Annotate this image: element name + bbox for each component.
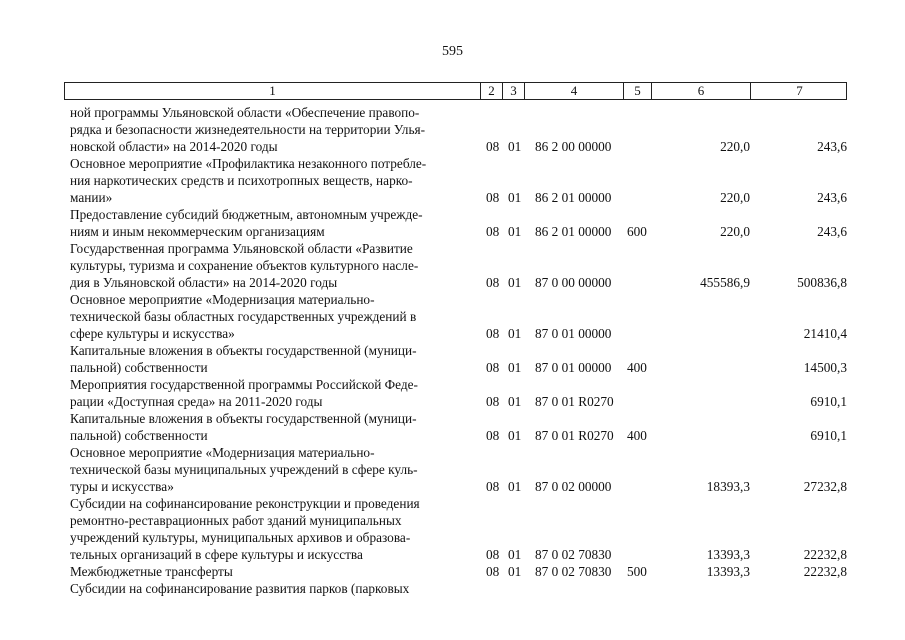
description-line: Субсидии на софинансирование развития парков (парковых — [70, 581, 410, 596]
cell-col-3: 01 — [508, 139, 522, 154]
cell-col-7: 243,6 — [817, 139, 847, 154]
header-col-6: 6 — [652, 83, 751, 99]
header-col-2: 2 — [481, 83, 503, 99]
cell-col-4: 87 0 02 70830 — [535, 564, 612, 579]
cell-col-5: 600 — [627, 224, 647, 239]
cell-col-5: 400 — [627, 360, 647, 375]
table-row — [0, 155, 905, 206]
description-line: технической базы областных государственных учреждений в — [70, 309, 417, 324]
description-line: Основное мероприятие «Модернизация материально- — [70, 292, 375, 307]
table-row — [0, 563, 905, 580]
cell-col-3: 01 — [508, 326, 522, 341]
description-line: технической базы муниципальных учреждений в сфере куль- — [70, 462, 418, 477]
cell-col-6: 455586,9 — [700, 275, 750, 290]
cell-col-2: 08 — [486, 190, 500, 205]
row-description — [70, 206, 475, 240]
description-line: учреждений культуры, муниципальных архивов и образова- — [70, 530, 411, 545]
description-line: Государственная программа Ульяновской области «Развитие — [70, 241, 413, 256]
cell-col-4: 87 0 01 00000 — [535, 360, 612, 375]
cell-col-4: 86 2 01 00000 — [535, 190, 612, 205]
description-line: Основное мероприятие «Профилактика незаконного потребле- — [70, 156, 427, 171]
cell-col-3: 01 — [508, 190, 522, 205]
cell-col-2: 08 — [486, 547, 500, 562]
cell-col-6: 220,0 — [720, 139, 750, 154]
cell-col-4: 86 2 00 00000 — [535, 139, 612, 154]
row-description — [70, 495, 475, 563]
row-description — [70, 240, 475, 291]
header-col-7: 7 — [796, 83, 803, 98]
table-row — [0, 342, 905, 376]
row-description — [70, 563, 475, 580]
cell-col-3: 01 — [508, 428, 522, 443]
table-body — [0, 104, 905, 597]
cell-col-2: 08 — [486, 479, 500, 494]
cell-col-3: 01 — [508, 275, 522, 290]
description-line: дия в Ульяновской области» на 2014-2020 годы — [70, 275, 338, 290]
description-line: тельных организаций в сфере культуры и искусства — [70, 547, 363, 562]
row-description — [70, 444, 475, 495]
cell-col-5: 400 — [627, 428, 647, 443]
cell-col-7: 6910,1 — [810, 428, 847, 443]
cell-col-7: 21410,4 — [803, 326, 847, 341]
cell-col-3: 01 — [508, 564, 522, 579]
cell-col-4: 87 0 01 R0270 — [535, 394, 614, 409]
page-number: 595 — [442, 44, 463, 59]
cell-col-2: 08 — [486, 275, 500, 290]
cell-col-7: 243,6 — [817, 190, 847, 205]
row-description — [70, 155, 475, 206]
cell-col-4: 86 2 01 00000 — [535, 224, 612, 239]
cell-col-6: 13393,3 — [706, 547, 750, 562]
row-description — [70, 342, 475, 376]
cell-col-4: 87 0 01 R0270 — [535, 428, 614, 443]
cell-col-6: 220,0 — [720, 224, 750, 239]
cell-col-6: 220,0 — [720, 190, 750, 205]
cell-col-2: 08 — [486, 564, 500, 579]
table-row — [0, 206, 905, 240]
description-line: рации «Доступная среда» на 2011-2020 годы — [70, 394, 323, 409]
description-line: ремонтно-реставрационных работ зданий муниципальных — [70, 513, 402, 528]
cell-col-7: 14500,3 — [803, 360, 847, 375]
header-col-3: 3 — [503, 83, 525, 99]
cell-col-2: 08 — [486, 428, 500, 443]
table-row — [0, 104, 905, 155]
table-row — [0, 240, 905, 291]
cell-col-7: 22232,8 — [803, 564, 847, 579]
cell-col-4: 87 0 00 00000 — [535, 275, 612, 290]
cell-col-7: 243,6 — [817, 224, 847, 239]
table-row — [0, 495, 905, 563]
description-line: пальной) собственности — [70, 360, 208, 375]
description-line: мании» — [70, 190, 113, 205]
description-line: ной программы Ульяновской области «Обеспечение правопо- — [70, 105, 420, 120]
description-line: ниям и иным некоммерческим организациям — [70, 224, 325, 239]
description-line: Предоставление субсидий бюджетным, автономным учрежде- — [70, 207, 423, 222]
cell-col-6: 13393,3 — [706, 564, 750, 579]
cell-col-4: 87 0 02 70830 — [535, 547, 612, 562]
description-line: культуры, туризма и сохранение объектов культурного насле- — [70, 258, 419, 273]
header-col-5: 5 — [624, 83, 652, 99]
row-description — [70, 580, 475, 597]
header-col-1: 1 — [65, 83, 481, 99]
cell-col-3: 01 — [508, 360, 522, 375]
description-line: новской области» на 2014-2020 годы — [70, 139, 278, 154]
description-line: рядка и безопасности жизнедеятельности на территории Улья- — [70, 122, 426, 137]
row-description — [70, 291, 475, 342]
description-line: Капитальные вложения в объекты государственной (муници- — [70, 411, 417, 426]
description-line: Межбюджетные трансферты — [70, 564, 233, 579]
cell-col-5: 500 — [627, 564, 647, 579]
table-row — [0, 291, 905, 342]
cell-col-7: 22232,8 — [803, 547, 847, 562]
description-line: Субсидии на софинансирование реконструкции и проведения — [70, 496, 420, 511]
cell-col-7: 500836,8 — [797, 275, 847, 290]
cell-col-3: 01 — [508, 394, 522, 409]
cell-col-7: 6910,1 — [810, 394, 847, 409]
cell-col-2: 08 — [486, 139, 500, 154]
cell-col-7: 27232,8 — [803, 479, 847, 494]
cell-col-6: 18393,3 — [706, 479, 750, 494]
description-line: Мероприятия государственной программы Российской Феде- — [70, 377, 418, 392]
description-line: пальной) собственности — [70, 428, 208, 443]
cell-col-4: 87 0 01 00000 — [535, 326, 612, 341]
description-line: ния наркотических средств и психотропных веществ, нарко- — [70, 173, 413, 188]
row-description — [70, 376, 475, 410]
cell-col-2: 08 — [486, 224, 500, 239]
row-description — [70, 410, 475, 444]
description-line: туры и искусства» — [70, 479, 174, 494]
cell-col-2: 08 — [486, 360, 500, 375]
row-description — [70, 104, 475, 155]
table-row — [0, 580, 905, 597]
table-row — [0, 444, 905, 495]
table-row — [0, 376, 905, 410]
description-line: сфере культуры и искусства» — [70, 326, 235, 341]
table-header — [64, 82, 847, 100]
description-line: Капитальные вложения в объекты государственной (муници- — [70, 343, 417, 358]
header-col-4: 4 — [525, 83, 624, 99]
cell-col-3: 01 — [508, 224, 522, 239]
description-line: Основное мероприятие «Модернизация материально- — [70, 445, 375, 460]
cell-col-2: 08 — [486, 394, 500, 409]
cell-col-3: 01 — [508, 479, 522, 494]
cell-col-3: 01 — [508, 547, 522, 562]
cell-col-4: 87 0 02 00000 — [535, 479, 612, 494]
cell-col-2: 08 — [486, 326, 500, 341]
table-row — [0, 410, 905, 444]
